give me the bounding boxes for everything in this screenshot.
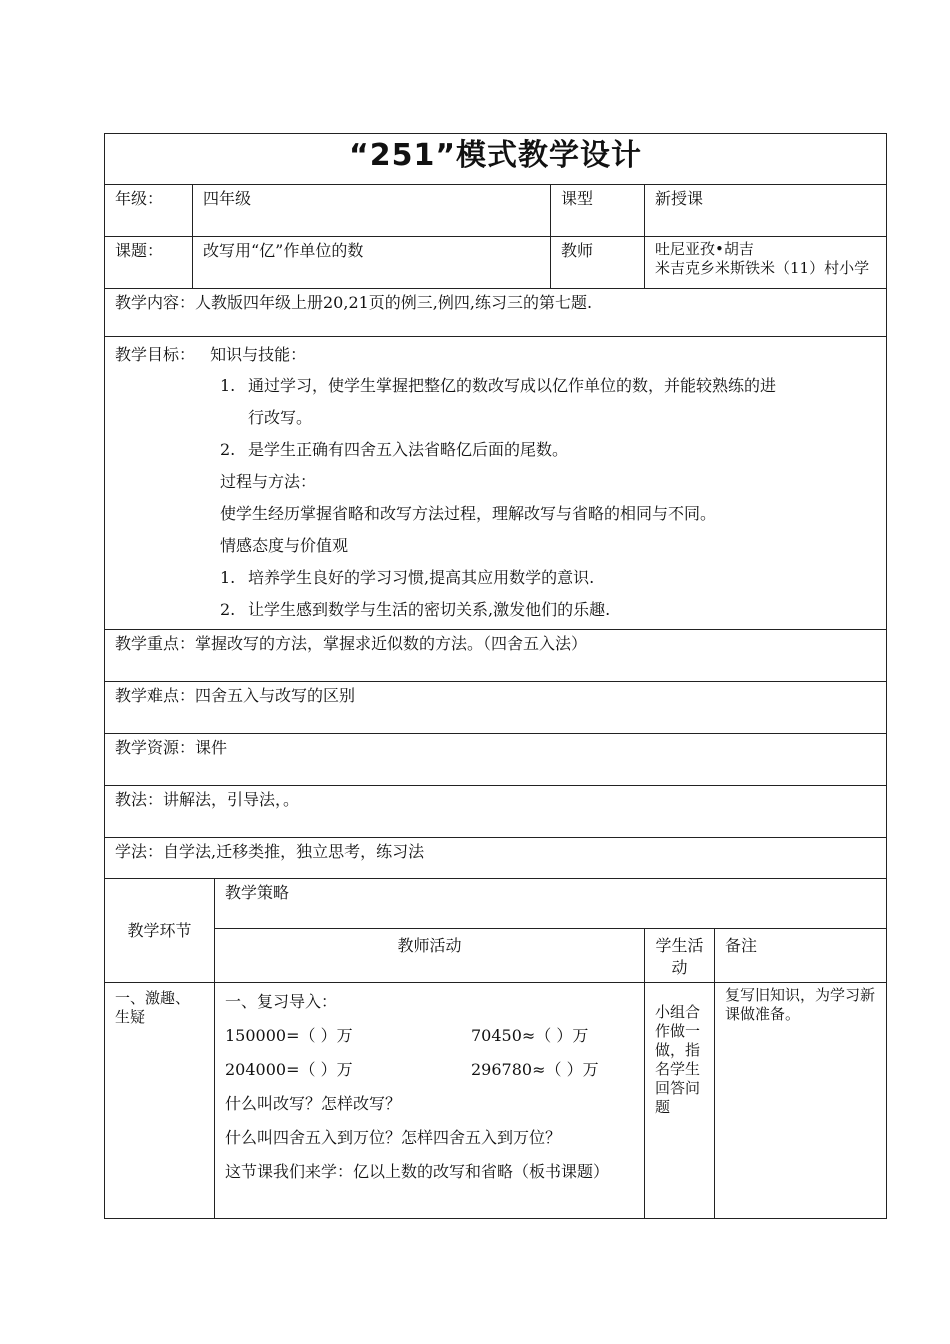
teaching-method: 教法：讲解法，引导法，。 [105,786,887,838]
teacher-info [645,237,887,289]
type-value: 新授课 [645,185,887,237]
skill-item-1: 1. 通过学习，使学生掌握把整亿的数改写成以亿作单位的数，并能较熟练的进 [220,376,777,395]
teacher-name: 吐尼亚孜•胡吉 [655,240,754,258]
key-point: 教学重点：掌握改写的方法，掌握求近似数的方法。（四舍五入法） [105,630,887,682]
note-header: 备注 [715,929,887,983]
lesson-plan [104,133,886,1219]
stage-1-student-activity: 小组合作做一做，指名学生回答问题 [645,983,715,1219]
question-3: 这节课我们来学：亿以上数的改写和省略（板书课题） [225,1162,610,1181]
difficulty: 教学难点：四舍五入与改写的区别 [105,682,887,734]
topic-label: 课题： [105,237,193,289]
emotion-item-2: 2. 让学生感到数学与生活的密切关系,激发他们的乐趣. [220,600,611,619]
grade-label: 年级： [105,185,193,237]
skill-item-1-cont: 行改写。 [248,408,313,427]
type-label: 课型 [551,185,645,237]
question-2: 什么叫四舍五入到万位？怎样四舍五入到万位？ [225,1128,562,1147]
teaching-content: 教学内容：人教版四年级上册20,21页的例三,例四,练习三的第七题. [105,289,887,337]
question-1: 什么叫改写？怎样改写？ [225,1094,402,1113]
teacher-activity-header: 教师活动 [215,929,645,983]
topic-value: 改写用“亿”作单位的数 [193,237,551,289]
student-activity-header: 学生活动 [645,929,715,983]
stage-1-teacher-activity [215,983,645,1219]
emotion-heading: 情感态度与价值观 [220,536,349,555]
teacher-label: 教师 [551,237,645,289]
stage-1-name: 一、激趣、生疑 [105,983,215,1219]
resources: 教学资源：课件 [105,734,887,786]
grade-value: 四年级 [193,185,551,237]
process-text: 使学生经历掌握省略和改写方法过程，理解改写与省略的相同与不同。 [220,504,717,523]
goals-label: 教学目标： [115,345,196,364]
process-heading: 过程与方法： [220,472,317,491]
review-title: 一、复习导入： [225,992,338,1011]
learning-method: 学法：自学法,迁移类推，独立思考，练习法 [105,838,887,879]
stage-1-note: 复写旧知识，为学习新课做准备。 [715,983,887,1219]
skills-heading: 知识与技能： [210,345,307,364]
emotion-item-1: 1. 培养学生良好的学习习惯,提高其应用数学的意识. [220,568,595,587]
stage-header: 教学环节 [105,879,215,983]
strategy-header: 教学策略 [215,879,887,929]
lesson-plan-table [104,133,887,1219]
teaching-goals [105,337,887,630]
teacher-school: 米吉克乡米斯铁米（11）村小学 [655,259,870,277]
skill-item-2: 2. 是学生正确有四舍五入法省略亿后面的尾数。 [220,440,569,459]
exercise-row-2: 204000=（ ）万 296780≈（ ）万 [225,1060,599,1079]
exercise-row-1: 150000=（ ）万 70450≈（ ）万 [225,1026,589,1045]
page-title: “251”模式教学设计 [105,134,887,185]
